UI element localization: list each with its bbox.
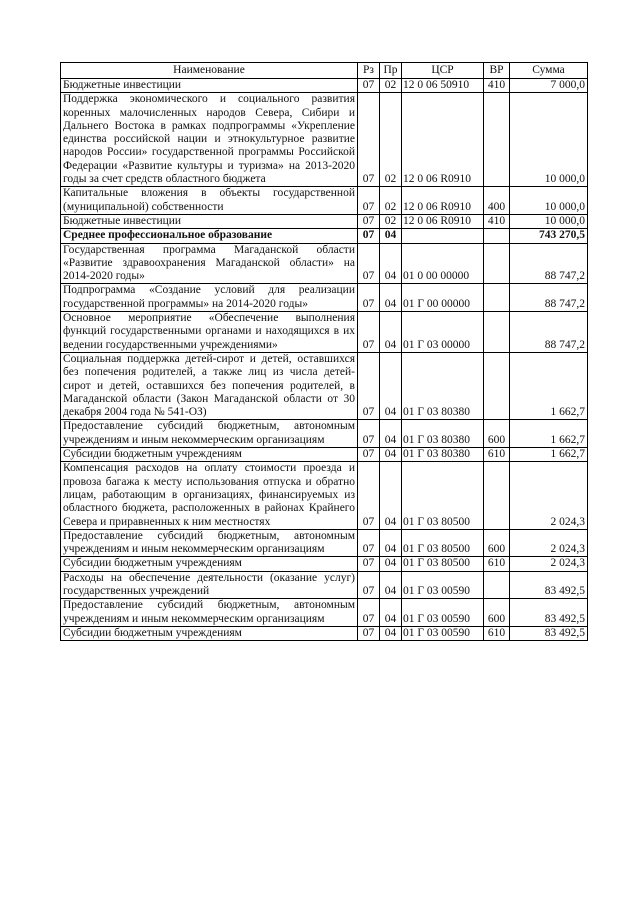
cell-name: Социальная поддержка детей-сирот и детей, оставшихся без попечения родителей, а также лиц из числа детей-сирот и детей, оставшихся без попечения родителей, в Магаданской области (Закон Магаданской области от 30 декабря 2004 года № 541-ОЗ) [61, 352, 358, 419]
cell-csr: 12 0 06 R0910 [402, 93, 484, 187]
header-vr: ВР [484, 63, 510, 79]
cell-sum: 10 000,0 [510, 214, 588, 228]
cell-sum: 83 492,5 [510, 571, 588, 599]
cell-pr: 04 [380, 557, 402, 571]
cell-pr: 04 [380, 229, 402, 243]
cell-vr: 600 [484, 420, 510, 448]
header-pr: Пр [380, 63, 402, 79]
table-row [61, 599, 588, 627]
cell-csr: 01 Г 03 00590 [402, 599, 484, 627]
budget-table-page [60, 62, 587, 641]
cell-sum: 743 270,5 [510, 229, 588, 243]
cell-name: Среднее профессиональное образование [61, 229, 358, 243]
table-row [61, 93, 588, 187]
cell-name: Бюджетные инвестиции [61, 79, 358, 93]
cell-csr: 01 0 00 00000 [402, 243, 484, 284]
cell-pr: 04 [380, 420, 402, 448]
cell-csr: 01 Г 03 80380 [402, 420, 484, 448]
cell-sum: 2 024,3 [510, 462, 588, 529]
cell-rz: 07 [358, 187, 380, 215]
cell-csr: 01 Г 03 80380 [402, 352, 484, 419]
cell-pr: 04 [380, 448, 402, 462]
cell-name: Государственная программа Магаданской области «Развитие здравоохранения Магаданской области» на 2014-2020 годы» [61, 243, 358, 284]
cell-pr: 04 [380, 599, 402, 627]
table-row [61, 462, 588, 529]
cell-name: Расходы на обеспечение деятельности (оказание услуг) государственных учреждений [61, 571, 358, 599]
cell-pr: 02 [380, 93, 402, 187]
header-name: Наименование [61, 63, 358, 79]
table-row [61, 79, 588, 93]
table-body [61, 79, 588, 641]
table-row [61, 352, 588, 419]
cell-vr [484, 243, 510, 284]
cell-csr: 01 Г 03 80500 [402, 557, 484, 571]
cell-vr: 410 [484, 214, 510, 228]
table-row [61, 284, 588, 312]
cell-name: Капитальные вложения в объекты государственной (муниципальной) собственности [61, 187, 358, 215]
table-row [61, 529, 588, 557]
table-row [61, 557, 588, 571]
cell-rz: 07 [358, 626, 380, 640]
table-row [61, 448, 588, 462]
cell-rz: 07 [358, 571, 380, 599]
cell-sum: 83 492,5 [510, 599, 588, 627]
cell-vr [484, 284, 510, 312]
cell-csr: 01 Г 03 00590 [402, 626, 484, 640]
cell-csr: 01 Г 03 80500 [402, 462, 484, 529]
cell-pr: 02 [380, 214, 402, 228]
table-row [61, 626, 588, 640]
table-row [61, 420, 588, 448]
cell-sum: 1 662,7 [510, 448, 588, 462]
budget-table [60, 62, 588, 641]
cell-vr: 610 [484, 448, 510, 462]
cell-vr: 610 [484, 626, 510, 640]
cell-pr: 04 [380, 571, 402, 599]
cell-rz: 07 [358, 448, 380, 462]
table-row [61, 187, 588, 215]
cell-vr: 600 [484, 599, 510, 627]
cell-pr: 04 [380, 529, 402, 557]
cell-csr [402, 229, 484, 243]
header-csr: ЦСР [402, 63, 484, 79]
cell-vr: 600 [484, 529, 510, 557]
cell-name: Субсидии бюджетным учреждениям [61, 448, 358, 462]
cell-vr [484, 229, 510, 243]
cell-sum: 2 024,3 [510, 529, 588, 557]
cell-rz: 07 [358, 312, 380, 353]
cell-rz: 07 [358, 214, 380, 228]
cell-sum: 83 492,5 [510, 626, 588, 640]
cell-rz: 07 [358, 229, 380, 243]
cell-name: Субсидии бюджетным учреждениям [61, 626, 358, 640]
cell-rz: 07 [358, 557, 380, 571]
cell-rz: 07 [358, 284, 380, 312]
cell-csr: 12 0 06 R0910 [402, 187, 484, 215]
cell-rz: 07 [358, 352, 380, 419]
cell-csr: 01 Г 03 00000 [402, 312, 484, 353]
cell-vr: 410 [484, 79, 510, 93]
cell-pr: 04 [380, 352, 402, 419]
cell-rz: 07 [358, 599, 380, 627]
cell-sum: 7 000,0 [510, 79, 588, 93]
cell-rz: 07 [358, 462, 380, 529]
header-sum: Сумма [510, 63, 588, 79]
table-row [61, 214, 588, 228]
cell-sum: 10 000,0 [510, 93, 588, 187]
cell-vr [484, 312, 510, 353]
cell-name: Субсидии бюджетным учреждениям [61, 557, 358, 571]
cell-pr: 04 [380, 626, 402, 640]
cell-csr: 01 Г 03 00590 [402, 571, 484, 599]
cell-sum: 2 024,3 [510, 557, 588, 571]
cell-vr [484, 352, 510, 419]
cell-vr [484, 571, 510, 599]
cell-vr [484, 462, 510, 529]
cell-vr: 400 [484, 187, 510, 215]
cell-sum: 1 662,7 [510, 352, 588, 419]
table-row [61, 312, 588, 353]
cell-name: Предоставление субсидий бюджетным, автономным учреждениям и иным некоммерческим организациям [61, 420, 358, 448]
cell-csr: 01 Г 00 00000 [402, 284, 484, 312]
cell-csr: 01 Г 03 80380 [402, 448, 484, 462]
cell-rz: 07 [358, 79, 380, 93]
cell-pr: 04 [380, 284, 402, 312]
cell-rz: 07 [358, 243, 380, 284]
cell-csr: 01 Г 03 80500 [402, 529, 484, 557]
cell-name: Подпрограмма «Создание условий для реализации государственной программы» на 2014-2020 годы» [61, 284, 358, 312]
cell-name: Предоставление субсидий бюджетным, автономным учреждениям и иным некоммерческим организациям [61, 529, 358, 557]
cell-pr: 04 [380, 243, 402, 284]
table-row [61, 571, 588, 599]
cell-name: Бюджетные инвестиции [61, 214, 358, 228]
cell-rz: 07 [358, 529, 380, 557]
cell-sum: 10 000,0 [510, 187, 588, 215]
cell-sum: 88 747,2 [510, 284, 588, 312]
header-rz: Рз [358, 63, 380, 79]
cell-csr: 12 0 06 R0910 [402, 214, 484, 228]
cell-name: Основное мероприятие «Обеспечение выполнения функций государственными органами и находящихся в их ведении государственными учреждениями» [61, 312, 358, 353]
cell-sum: 1 662,7 [510, 420, 588, 448]
cell-vr [484, 93, 510, 187]
cell-pr: 04 [380, 312, 402, 353]
cell-name: Поддержка экономического и социального развития коренных малочисленных народов Севера, Сибири и Дальнего Востока в рамках подпрограммы «Укрепление единства российской нации и этнокультурное развитие народов России» государственной программы Российской Федерации «Развитие культуры и туризма» на 2013-2020 годы за счет средств областного бюджета [61, 93, 358, 187]
cell-pr: 02 [380, 187, 402, 215]
cell-rz: 07 [358, 420, 380, 448]
table-row [61, 229, 588, 243]
cell-pr: 04 [380, 462, 402, 529]
cell-vr: 610 [484, 557, 510, 571]
cell-pr: 02 [380, 79, 402, 93]
cell-rz: 07 [358, 93, 380, 187]
cell-sum: 88 747,2 [510, 243, 588, 284]
cell-name: Предоставление субсидий бюджетным, автономным учреждениям и иным некоммерческим организациям [61, 599, 358, 627]
table-header-row [61, 63, 588, 79]
cell-csr: 12 0 06 50910 [402, 79, 484, 93]
cell-name: Компенсация расходов на оплату стоимости проезда и провоза багажа к месту использования отпуска и обратно лицам, работающим в организациях, финансируемых из областного бюджета, расположенных в районах Крайнего Севера и приравненных к ним местностях [61, 462, 358, 529]
table-row [61, 243, 588, 284]
cell-sum: 88 747,2 [510, 312, 588, 353]
